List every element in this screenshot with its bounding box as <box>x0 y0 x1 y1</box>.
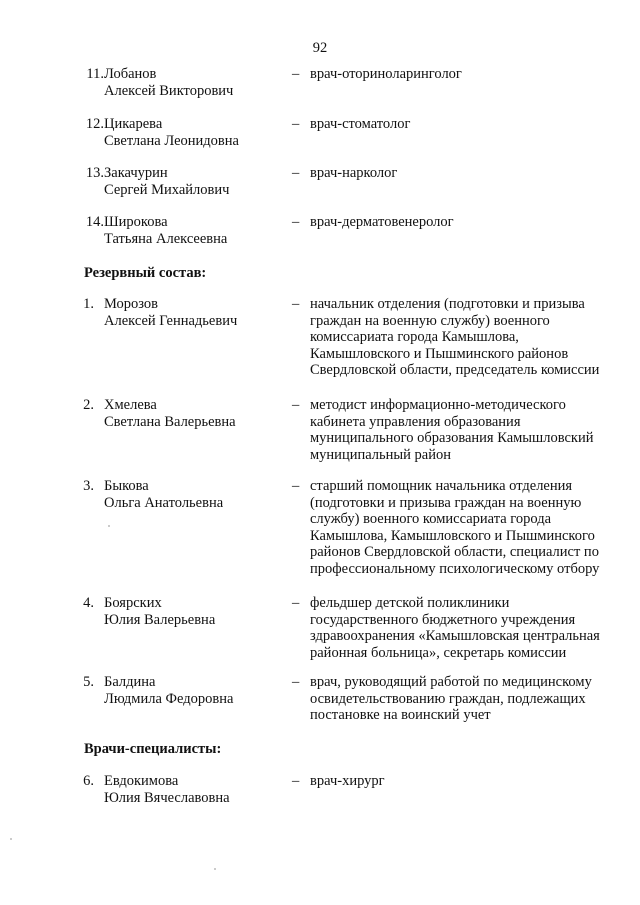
item-number: 11. <box>86 66 104 82</box>
surname: Лобанов <box>104 66 157 82</box>
item-number: 14. <box>85 214 104 230</box>
description-line: государственного бюджетного учреждения <box>310 611 576 628</box>
reserve-heading: Резервный состав: <box>84 265 207 281</box>
description-line: постановке на воинский учет <box>310 707 491 723</box>
given-names: Татьяна Алексеевна <box>104 230 228 247</box>
position-description <box>310 397 630 463</box>
position-description <box>310 116 630 133</box>
description-line: врач-нарколог <box>310 165 398 181</box>
item-number: 4. <box>83 595 94 611</box>
given-names: Алексей Викторович <box>104 82 234 99</box>
surname: Морозов <box>104 296 159 312</box>
description-line: профессиональному психологическому отбору <box>310 560 600 577</box>
description-line: Камышлова, Камышловского и Пышминского <box>310 527 595 544</box>
item-number: 6. <box>83 773 94 789</box>
surname: Цикарева <box>104 116 163 132</box>
given-names: Юлия Валерьевна <box>104 611 216 628</box>
person-name <box>104 296 279 329</box>
description-line: комиссариата города Камышлова, <box>310 329 519 345</box>
dash: – <box>292 595 300 611</box>
person-name <box>104 116 279 149</box>
description-line: (подготовки и призыва граждан на военную <box>310 494 582 511</box>
item-number: 5. <box>83 674 94 690</box>
person-name <box>104 165 279 198</box>
description-line: врач-дерматовенеролог <box>310 214 454 230</box>
item-number: 13. <box>85 165 104 181</box>
dash: – <box>292 165 300 181</box>
surname: Быкова <box>104 478 149 494</box>
given-names: Светлана Леонидовна <box>104 132 239 149</box>
given-names: Сергей Михайлович <box>104 181 230 198</box>
scan-speck <box>108 525 110 527</box>
surname: Боярских <box>104 595 162 611</box>
surname: Евдокимова <box>104 773 179 789</box>
surname: Хмелева <box>104 397 157 413</box>
person-name <box>104 397 279 430</box>
dash: – <box>292 116 300 132</box>
given-names: Людмила Федоровна <box>104 690 234 707</box>
position-description <box>310 478 630 577</box>
dash: – <box>292 296 300 312</box>
position-description <box>310 595 630 661</box>
dash: – <box>292 214 300 230</box>
description-line: здравоохранения «Камышловская центральная <box>310 628 600 644</box>
description-line: граждан на военную службу) военного <box>310 312 550 329</box>
surname: Широкова <box>104 214 168 230</box>
person-name <box>104 214 279 247</box>
scan-speck <box>214 868 216 870</box>
given-names: Юлия Вячеславовна <box>104 789 230 806</box>
person-name <box>104 773 279 806</box>
position-description <box>310 66 630 83</box>
given-names: Ольга Анатольевна <box>104 494 224 511</box>
position-description <box>310 214 630 231</box>
description-line: врач, руководящий работой по медицинскому <box>310 674 592 690</box>
description-line: начальник отделения (подготовки и призыва <box>310 296 585 312</box>
dash: – <box>292 674 300 690</box>
description-line: методист информационно-методического <box>310 397 566 413</box>
person-name <box>104 674 279 707</box>
item-number: 2. <box>83 397 94 413</box>
person-name <box>104 478 279 511</box>
position-description <box>310 674 630 724</box>
description-line: Камышловского и Пышминского районов <box>310 345 569 362</box>
description-line: врач-оториноларинголог <box>310 66 462 82</box>
dash: – <box>292 397 300 413</box>
description-line: районная больница», секретарь комиссии <box>310 644 567 661</box>
description-line: старший помощник начальника отделения <box>310 478 573 494</box>
item-number: 3. <box>83 478 94 494</box>
description-line: муниципальный район <box>310 446 451 463</box>
description-line: Свердловской области, председатель комиссии <box>310 362 600 378</box>
given-names: Светлана Валерьевна <box>104 413 236 430</box>
position-description <box>310 773 630 790</box>
person-name <box>104 595 279 628</box>
description-line: врач-хирург <box>310 773 385 789</box>
description-line: врач-стоматолог <box>310 116 411 132</box>
description-line: муниципального образования Камышловский <box>310 430 594 446</box>
description-line: освидетельствованию граждан, подлежащих <box>310 690 586 707</box>
item-number: 1. <box>83 296 94 312</box>
position-description <box>310 165 630 182</box>
dash: – <box>292 773 300 789</box>
description-line: районов Свердловской области, специалист по <box>310 544 599 560</box>
position-description <box>310 296 630 379</box>
dash: – <box>292 66 300 82</box>
item-number: 12. <box>85 116 104 132</box>
page-number: 92 <box>312 40 328 56</box>
description-line: фельдшер детской поликлиники <box>310 595 510 611</box>
given-names: Алексей Геннадьевич <box>104 312 238 329</box>
scan-speck <box>10 838 12 840</box>
dash: – <box>292 478 300 494</box>
specialists-heading: Врачи-специалисты: <box>84 741 222 757</box>
surname: Балдина <box>104 674 156 690</box>
description-line: кабинета управления образования <box>310 413 521 430</box>
description-line: службу) военного комиссариата города <box>310 511 552 527</box>
surname: Закачурин <box>104 165 168 181</box>
person-name <box>104 66 279 99</box>
